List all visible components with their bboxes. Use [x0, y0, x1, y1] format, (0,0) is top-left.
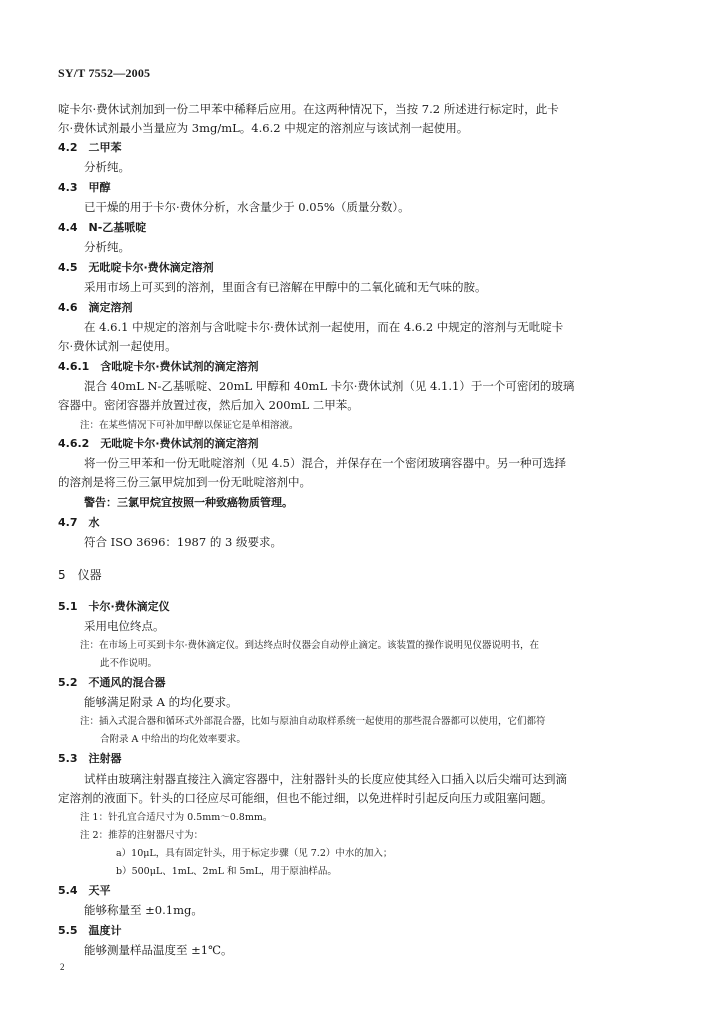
text-line: 容器中。密闭容器并放置过夜，然后加入 200mL 二甲苯。 [58, 398, 359, 412]
note-line: a）10μL，具有固定针头，用于标定步骤（见 7.2）中水的加入； [116, 848, 393, 859]
text-line: 在 4.6.1 中规定的溶剂与含吡啶卡尔·费休试剂一起使用，而在 4.6.2 中规定的溶剂与无吡啶卡 [84, 320, 564, 334]
page-number: 2 [60, 962, 65, 972]
note-line: 注 2：推荐的注射器尺寸为： [80, 830, 204, 841]
text-line: 能够测量样品温度至 ±1℃。 [84, 943, 233, 957]
warning-line: 警告：三氯甲烷宜按照一种致癌物质管理。 [84, 496, 293, 509]
section-heading: 5.1 卡尔·费休滴定仪 [58, 600, 170, 613]
section-heading: 4.7 水 [58, 516, 100, 529]
section-heading: 5.5 温度计 [58, 924, 122, 937]
section-heading: 5.3 注射器 [58, 752, 122, 765]
text-line: 尔·费休试剂最小当量应为 3mg/mL。4.6.2 中规定的溶剂应与该试剂一起使用。 [58, 121, 469, 135]
section-heading: 5.2 不通风的混合器 [58, 676, 166, 689]
text-line: 尔·费休试剂一起使用。 [58, 339, 177, 353]
text-line: 符合 ISO 3696：1987 的 3 级要求。 [84, 535, 282, 549]
section-heading: 4.6.2 无吡啶卡尔·费休试剂的滴定溶剂 [58, 437, 259, 450]
standard-code: SY/T 7552—2005 [58, 66, 151, 80]
text-line: 能够满足附录 A 的均化要求。 [84, 695, 238, 709]
text-line: 的溶剂是将三份三氯甲烷加到一份无吡啶溶剂中。 [58, 475, 311, 489]
section-heading: 4.6.1 含吡啶卡尔·费休试剂的滴定溶剂 [58, 360, 259, 373]
text-line: 混合 40mL N-乙基哌啶、20mL 甲醇和 40mL 卡尔·费休试剂（见 4.1.1）于一个可密闭的玻璃 [84, 379, 575, 393]
note-line: 注 1：针孔宜合适尺寸为 0.5mm～0.8mm。 [80, 812, 273, 823]
section-heading: 5.4 天平 [58, 884, 111, 897]
note-line: 合附录 A 中给出的均化效率要求。 [100, 734, 246, 745]
text-line: 定溶剂的液面下。针头的口径应尽可能细，但也不能过细，以免进样时引起反向压力或阻塞问题。 [58, 791, 553, 805]
note-line: 此不作说明。 [100, 658, 158, 669]
text-line: 采用电位终点。 [84, 619, 165, 633]
section-heading: 4.2 二甲苯 [58, 141, 122, 154]
text-line: 试样由玻璃注射器直接注入滴定容器中，注射器针头的长度应使其经入口插入以后尖端可达到滴 [84, 772, 567, 786]
text-line: 能够称量至 ±0.1mg。 [84, 903, 203, 917]
section-heading: 4.6 滴定溶剂 [58, 301, 133, 314]
text-line: 将一份三甲苯和一份无吡啶溶剂（见 4.5）混合，并保存在一个密闭玻璃容器中。另一种可选择 [84, 456, 566, 470]
text-line: 啶卡尔·费休试剂加到一份二甲苯中稀释后应用。在这两种情况下，当按 7.2 所述进行标定时，此卡 [58, 102, 559, 116]
section-heading: 4.5 无吡啶卡尔·费休滴定溶剂 [58, 261, 214, 274]
note-line: 注：插入式混合器和循环式外部混合器，比如与原油自动取样系统一起使用的那些混合器都可以使用，它们都符 [80, 716, 546, 727]
note-line: 注：在某些情况下可补加甲醇以保证它是单相溶液。 [80, 420, 299, 431]
note-line: 注：在市场上可买到卡尔·费休滴定仪。到达终点时仪器会自动停止滴定。该装置的操作说明见仪器说明书，在 [80, 640, 540, 651]
note-line: b）500μL、1mL、2mL 和 5mL，用于原油样品。 [116, 866, 337, 877]
text-line: 分析纯。 [84, 240, 130, 254]
section-heading: 4.4 N-乙基哌啶 [58, 221, 147, 234]
text-line: 采用市场上可买到的溶剂，里面含有已溶解在甲醇中的二氧化硫和无气味的胺。 [84, 280, 487, 294]
section-heading: 4.3 甲醇 [58, 181, 111, 194]
text-line: 已干燥的用于卡尔·费休分析，水含量少于 0.05%（质量分数）。 [84, 200, 410, 214]
text-line: 分析纯。 [84, 160, 130, 174]
section-heading: 5 仪器 [58, 568, 102, 582]
